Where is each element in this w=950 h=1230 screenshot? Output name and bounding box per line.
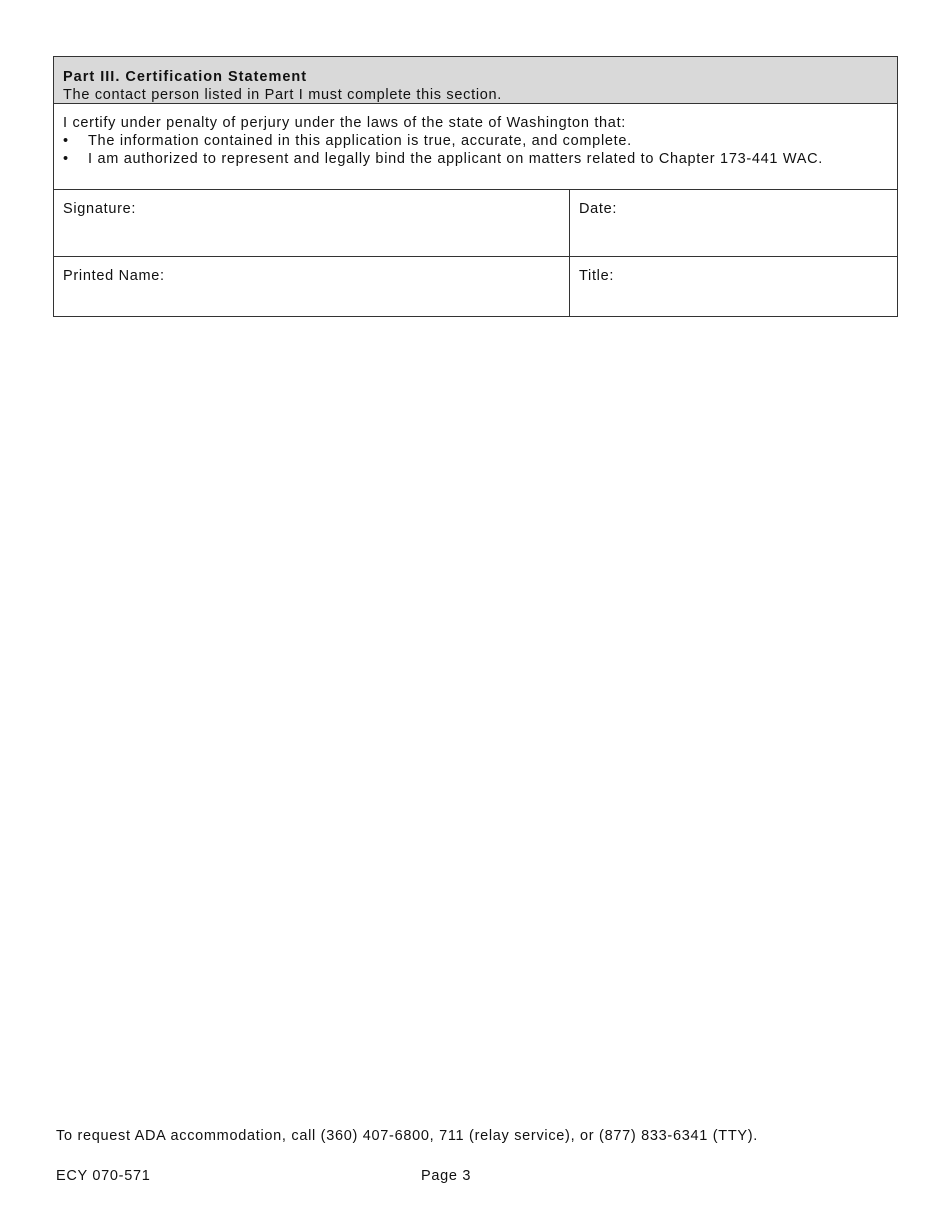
certification-list bbox=[63, 132, 888, 168]
title-label: Title: bbox=[579, 268, 615, 284]
printed-name-field[interactable] bbox=[54, 257, 570, 316]
list-item: • The information contained in this application is true, accurate, and complete. bbox=[63, 132, 888, 150]
section-header bbox=[54, 57, 897, 104]
title-field[interactable] bbox=[570, 257, 897, 316]
signature-label: Signature: bbox=[63, 201, 137, 217]
page-number: Page 3 bbox=[421, 1168, 472, 1184]
section-subtitle: The contact person listed in Part I must complete this section. bbox=[63, 87, 503, 103]
certification-text bbox=[54, 104, 897, 190]
form-number: ECY 070-571 bbox=[56, 1168, 151, 1184]
certification-section bbox=[53, 56, 898, 317]
signature-row bbox=[54, 190, 897, 257]
printed-name-label: Printed Name: bbox=[63, 268, 165, 284]
list-item: • I am authorized to represent and legally bind the applicant on matters related to Chapter 173-441 WAC. bbox=[63, 150, 888, 168]
name-row bbox=[54, 257, 897, 316]
ada-notice: To request ADA accommodation, call (360) 407-6800, 711 (relay service), or (877) 833-6341 (TTY). bbox=[56, 1128, 759, 1144]
date-label: Date: bbox=[579, 201, 618, 217]
section-title: Part III. Certification Statement bbox=[63, 69, 308, 85]
signature-field[interactable] bbox=[54, 190, 570, 256]
date-field[interactable] bbox=[570, 190, 897, 256]
certification-intro: I certify under penalty of perjury under the laws of the state of Washington that: bbox=[63, 115, 627, 131]
